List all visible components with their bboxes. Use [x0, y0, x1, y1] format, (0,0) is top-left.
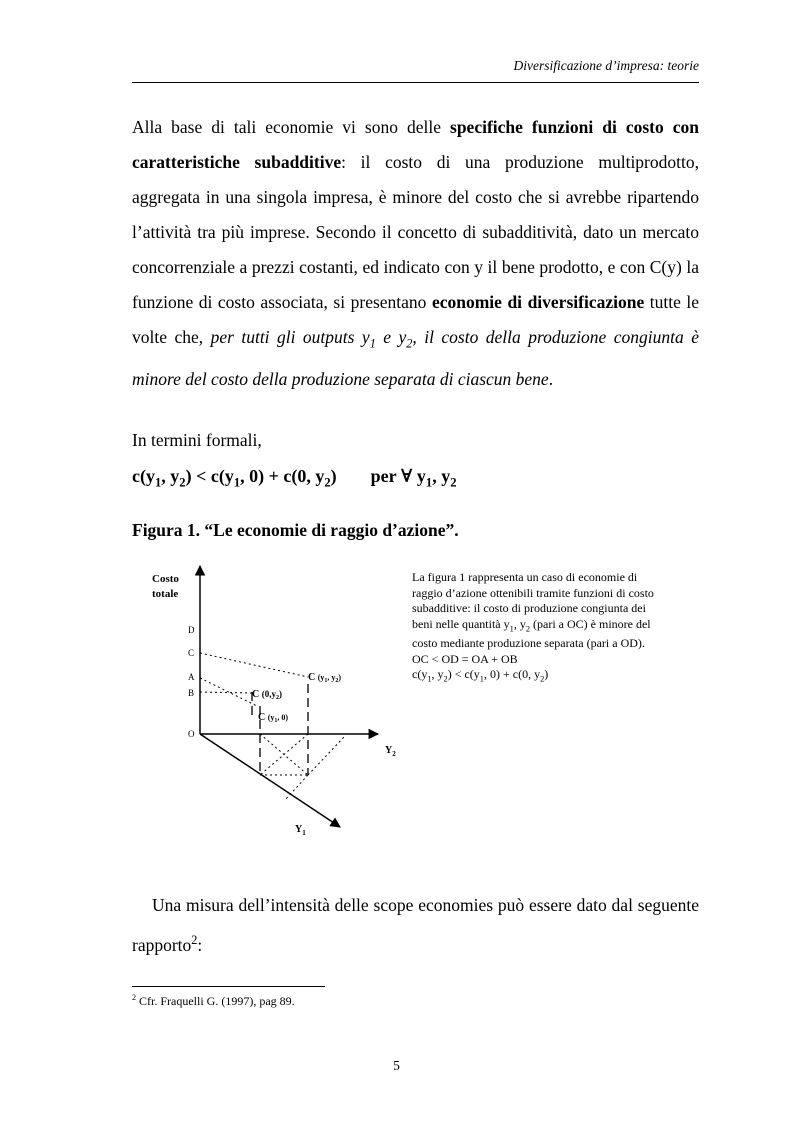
- subadditivity-formula: $c(y_1$, $y_2) < c(y_1$, 0) + c(0, $y_2$) per ∀ $y_1$, $y_2$: [132, 466, 457, 490]
- paragraph-subadditivity: [132, 110, 699, 397]
- p1-italic-1: per tutti gli outputs $y_1$ e $y_2$, il costo della produzione congiunta è minore del costo della produzione separata di ciascun bene: [132, 327, 699, 389]
- p1-bold-1: specifiche funzioni di costo con caratteristiche subadditive: [132, 117, 699, 172]
- figure-equation-1: OC < OD = OA + OB: [412, 651, 518, 666]
- cost-diagram: [130, 560, 410, 850]
- running-header: Diversificazione d’impresa: teorie: [513, 58, 699, 73]
- footnote-reference[interactable]: 2: [191, 933, 198, 947]
- y1-axis-label: $Y_1$: [295, 824, 306, 837]
- footnote: $^2$ Cfr. Fraquelli G. (1997), pag 89.: [132, 993, 295, 1008]
- header-rule: [132, 82, 699, 83]
- paragraph-scope-measure: Una misura dell’intensità delle scope economies può essere dato dal seguente rapporto$^2$:: [132, 895, 699, 955]
- point-cy10-label: C ($y_1^{, 0)}$: [258, 712, 289, 724]
- y2-axis-label: $Y_2$: [385, 745, 396, 758]
- tick-B: B: [188, 688, 195, 698]
- tick-A: A: [188, 672, 195, 682]
- figure-caption: Figura 1. “Le economie di raggio d’azione”.: [132, 520, 459, 540]
- tick-D: D: [188, 625, 195, 635]
- figure-explanation-text: La figura 1 rappresenta un caso di economie di raggio d’azione ottenibili tramite funzioni di costo subadditive: il costo di produzione congiunta dei beni nelle quantità $y_1$, $y_2$ (pari a OC) è minore del costo mediante produzione separata (pari a OD).: [412, 570, 654, 651]
- p1-bold-2: economie di diversificazione: [431, 292, 645, 312]
- figure-explanation: [412, 570, 662, 687]
- y-axis-label-1: Costo: [152, 573, 179, 585]
- p1-text-4: .: [548, 368, 554, 389]
- footnote-rule: [132, 986, 325, 987]
- p1-text-3: tutte le volte che,: [132, 292, 700, 347]
- p1-text-1: Alla base di tali economie vi sono delle: [132, 117, 451, 137]
- point-joint-label: C ($y_1^{, y}_2^)$: [308, 672, 342, 684]
- paragraph-formal: In termini formali,: [132, 430, 262, 450]
- y1-axis: [200, 734, 340, 827]
- page-number: 5: [393, 1058, 400, 1073]
- figure-equation-2: $c(y_1$, $y_2) < c(y_1$, 0) + c(0, $y_2$): [412, 667, 549, 684]
- y-axis-label-2: totale: [152, 588, 179, 600]
- p1-text-2: : il costo di una produzione multiprodotto, aggregata in una singola impresa, è minore del costo che si avrebbe ripartendo l’attività tra più imprese. Secondo il concetto di subadditività, dato un mercato concorrenziale a prezzi costanti, ed indicato con y il bene prodotto, e con C(y) la funzione di costo associata, si presentano: [132, 152, 699, 312]
- origin-label: O: [188, 729, 195, 739]
- point-c0y2-label: C $(0,y_2)$: [252, 689, 282, 701]
- tick-C: C: [188, 648, 195, 658]
